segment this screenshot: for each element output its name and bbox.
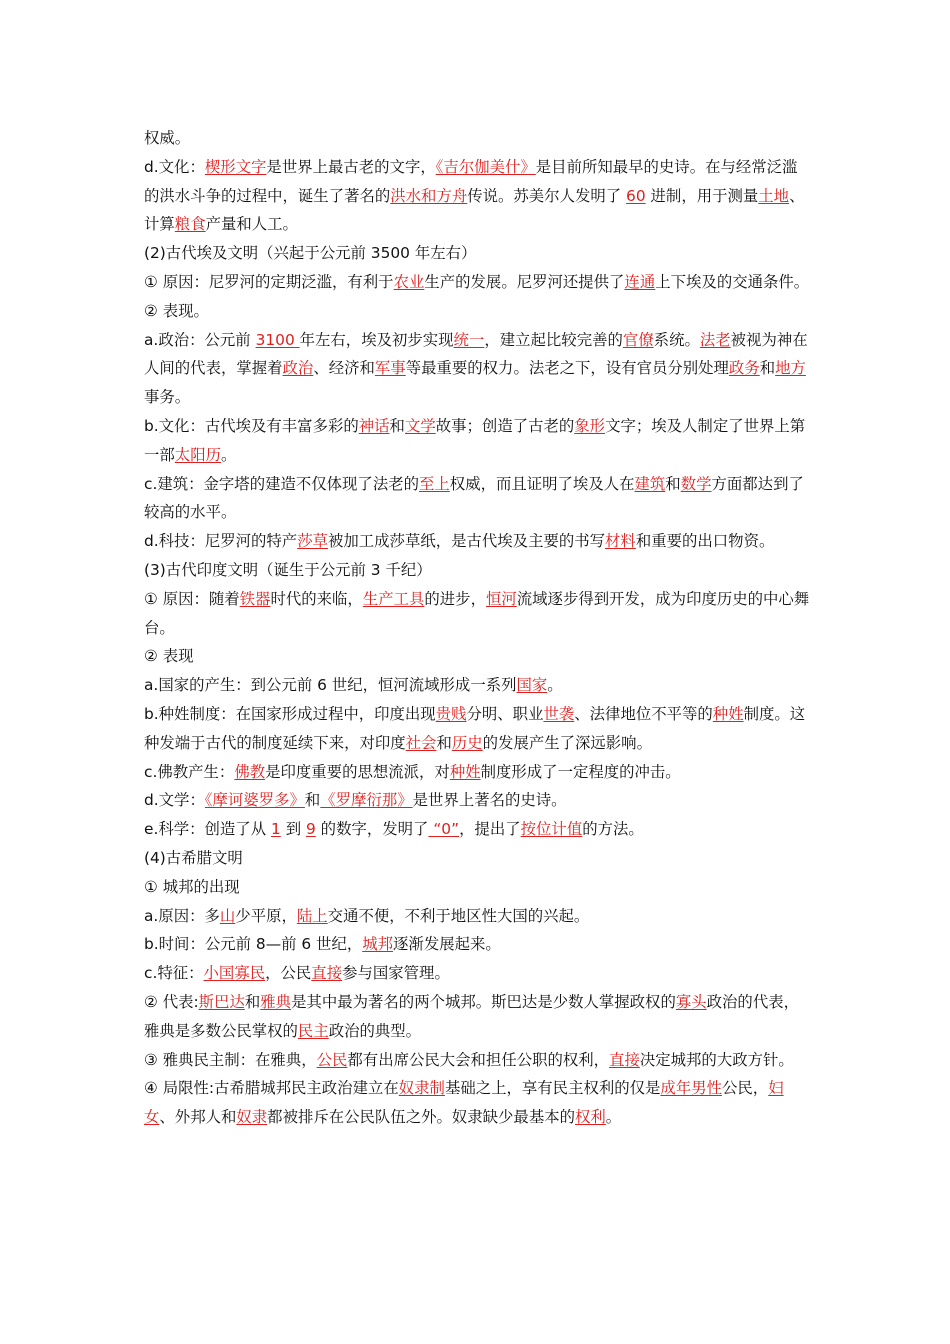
keyword-answer: 直接 [311, 964, 343, 983]
text-run: 是印度重要的思想流派，对 [265, 762, 450, 781]
keyword-answer: 《罗摩衍那》 [320, 791, 413, 810]
keyword-answer: 贵贱 [435, 704, 467, 723]
text-run: 。 [220, 445, 237, 464]
text-run: (3)古代印度文明（诞生于公元前 3 千纪） [144, 560, 432, 579]
text-run: 系统。 [653, 330, 700, 349]
keyword-answer: 官僚 [622, 330, 654, 349]
keyword-answer: 陆上 [296, 906, 328, 925]
text-run: 、计算 [144, 186, 805, 234]
text-run: b.种姓制度：在国家形成过程中，印度出现 [144, 704, 436, 723]
keyword-answer: 1 [271, 820, 281, 839]
paragraph-p12 [144, 642, 812, 671]
paragraph-p16 [144, 786, 812, 815]
paragraph-p24 [144, 1046, 812, 1075]
text-run: 、经济和 [313, 359, 375, 378]
text-run: 是世界上著名的史诗。 [412, 791, 567, 810]
keyword-answer: 民主 [297, 1021, 329, 1040]
keyword-answer: 3100 [255, 330, 300, 349]
keyword-answer: 山 [219, 906, 236, 925]
keyword-answer: 数学 [680, 474, 712, 493]
text-run: 制度形成了一定程度的冲击。 [480, 762, 681, 781]
text-run: 都有出席公民大会和担任公职的权利， [347, 1050, 610, 1069]
keyword-answer: 城邦 [362, 935, 394, 954]
keyword-answer: 雅典 [260, 992, 292, 1011]
keyword-answer: 公民 [316, 1050, 348, 1069]
text-run: 被视为神在人间的代表，掌握着 [144, 330, 808, 378]
paragraph-p9 [144, 527, 812, 556]
text-run: c.建筑：金字塔的建造不仅体现了法老的 [144, 474, 419, 493]
text-run: ，提出了 [459, 820, 521, 839]
keyword-answer: 文学 [404, 416, 436, 435]
text-run: 的数字，发明了 [315, 820, 429, 839]
keyword-answer: 世袭 [543, 704, 575, 723]
text-run: 是目前所知最早的史诗。在与经常泛滥的洪水斗争的过程中，诞生了著名的 [144, 157, 798, 205]
text-run: ，建立起比较完善的 [484, 330, 623, 349]
text-run: 政治的典型。 [328, 1021, 422, 1040]
text-run: (2)古代埃及文明（兴起于公元前 3500 年左右） [144, 244, 477, 263]
text-run: 和 [759, 359, 776, 378]
paragraph-p14 [144, 700, 812, 758]
keyword-answer: 历史 [451, 733, 483, 752]
keyword-answer: 奴隶 [236, 1108, 268, 1127]
text-run: a.政治：公元前 [144, 330, 256, 349]
keyword-answer: 生产工具 [362, 589, 425, 608]
paragraph-p15 [144, 758, 812, 787]
paragraph-p25 [144, 1074, 812, 1132]
paragraph-p1 [144, 124, 812, 153]
paragraph-p21 [144, 930, 812, 959]
paragraph-p17 [144, 815, 812, 844]
text-run: ① 原因：随着 [144, 589, 240, 608]
keyword-answer: 材料 [605, 532, 636, 551]
text-run: 都被排斥在公民队伍之外。奴隶缺少最基本的 [267, 1108, 575, 1127]
text-run: ② 表现 [144, 647, 194, 666]
keyword-answer: 农业 [393, 272, 425, 291]
keyword-answer: 楔形文字 [204, 157, 267, 176]
paragraph-p3 [144, 239, 812, 268]
text-run: 传说。苏美尔人发明了 [467, 186, 627, 205]
text-run: a.原因：多 [144, 906, 220, 925]
text-run: d.文化： [144, 157, 205, 176]
text-run: 产量和人工。 [205, 215, 298, 234]
text-run: ② 代表: [144, 992, 199, 1011]
keyword-answer: 妇女 [144, 1079, 784, 1127]
text-run: b.文化：古代埃及有丰富多彩的 [144, 416, 359, 435]
paragraph-p10 [144, 556, 812, 585]
paragraph-p20 [144, 902, 812, 931]
text-run: 文字；埃及人制定了世界上第一部 [144, 416, 806, 464]
text-run: e.科学：创造了从 [144, 820, 271, 839]
text-run: 的进步， [424, 589, 486, 608]
text-run: d.文学： [144, 791, 205, 810]
text-run: ② 表现。 [144, 301, 209, 320]
keyword-answer: 地方 [775, 359, 806, 378]
text-run: 是其中最为著名的两个城邦。斯巴达是少数人掌握政权的 [291, 992, 676, 1011]
paragraph-p6 [144, 326, 812, 412]
text-run: 。 [547, 676, 563, 695]
text-run: 、法律地位不平等的 [574, 704, 713, 723]
keyword-answer: 军事 [374, 359, 406, 378]
text-run: ④ 局限性:古希腊城邦民主政治建立在 [144, 1079, 399, 1098]
text-run: 和 [304, 791, 321, 810]
paragraph-p23 [144, 988, 812, 1046]
keyword-answer: 种姓 [449, 762, 481, 781]
text-run: 的方法。 [582, 820, 644, 839]
paragraph-p11 [144, 585, 812, 643]
keyword-answer: 小国寡民 [203, 964, 266, 983]
paragraph-p13 [144, 671, 812, 700]
text-run: 等最重要的权力。法老之下，设有官员分别处理 [405, 359, 729, 378]
text-run: 被加工成莎草纸，是古代埃及主要的书写 [327, 532, 606, 551]
text-run: ，公民 [265, 964, 312, 983]
document-body [144, 124, 812, 1132]
text-run: 权威，而且证明了埃及人在 [449, 474, 635, 493]
text-run: 交通不便，不利于地区性大国的兴起。 [327, 906, 590, 925]
paragraph-p8 [144, 470, 812, 528]
paragraph-p4 [144, 268, 812, 297]
text-run: 少平原， [235, 906, 297, 925]
text-run: 和重要的出口物资。 [635, 532, 775, 551]
keyword-answer: 政务 [728, 359, 760, 378]
keyword-answer: 9 [305, 820, 316, 839]
text-run: 基础之上，享有民主权利的仅是 [444, 1079, 661, 1098]
text-run: 流域逐步得到开发，成为印度历史的中心舞台。 [144, 589, 810, 637]
keyword-answer: 斯巴达 [198, 992, 245, 1011]
text-run: (4)古希腊文明 [144, 848, 243, 867]
text-run: 故事；创造了古老的 [435, 416, 575, 435]
keyword-answer: 奴隶制 [398, 1079, 445, 1098]
keyword-answer: 洪水和方舟 [390, 186, 468, 205]
keyword-answer: 恒河 [485, 589, 517, 608]
text-run: ① 城邦的出现 [144, 877, 240, 896]
text-run: 生产的发展。尼罗河还提供了 [424, 272, 625, 291]
text-run: 制度。这种发端于古代的制度延续下来，对印度 [144, 704, 806, 752]
keyword-answer: 佛教 [234, 762, 266, 781]
keyword-answer: 种姓 [712, 704, 744, 723]
keyword-answer: 社会 [405, 733, 437, 752]
keyword-answer: 政治 [282, 359, 314, 378]
keyword-answer: 土地 [758, 186, 790, 205]
paragraph-p22 [144, 959, 812, 988]
keyword-answer: 按位计值 [520, 820, 583, 839]
keyword-answer: 至上 [419, 474, 450, 493]
keyword-answer: 莎草 [297, 532, 328, 551]
keyword-answer: 象形 [574, 416, 606, 435]
keyword-answer: 连通 [624, 272, 656, 291]
paragraph-p7 [144, 412, 812, 470]
text-run: 和 [665, 474, 681, 493]
text-run: 参与国家管理。 [342, 964, 450, 983]
text-run: 公民， [722, 1079, 769, 1098]
text-run: d.科技：尼罗河的特产 [144, 532, 298, 551]
keyword-answer: 寡头 [675, 992, 707, 1011]
text-run: 政治的代表，雅典是多数公民掌权的 [144, 992, 799, 1040]
keyword-answer: 太阳历 [174, 445, 221, 464]
keyword-answer: 成年男性 [660, 1079, 722, 1098]
text-run: 和 [436, 733, 452, 752]
text-run: 的发展产生了深远影响。 [482, 733, 652, 752]
keyword-answer: 统一 [453, 330, 485, 349]
text-run: 和 [244, 992, 261, 1011]
paragraph-p18 [144, 844, 812, 873]
keyword-answer: 粮食 [174, 215, 206, 234]
keyword-answer: 直接 [609, 1050, 640, 1069]
text-run: b.时间：公元前 8—前 6 世纪， [144, 935, 363, 954]
text-run: 。 [605, 1108, 622, 1127]
text-run: ① 原因：尼罗河的定期泛滥，有利于 [144, 272, 394, 291]
paragraph-p2 [144, 153, 812, 239]
text-run: c.佛教产生： [144, 762, 235, 781]
keyword-answer: 《摩诃婆罗多》 [204, 791, 305, 810]
text-run: 到 [280, 820, 306, 839]
keyword-answer: 国家 [516, 676, 548, 695]
text-run: 事务。 [144, 388, 191, 407]
text-run: 权威。 [144, 129, 191, 147]
text-run: ③ 雅典民主制：在雅典， [144, 1050, 317, 1069]
keyword-answer: 法老 [699, 330, 731, 349]
text-run: 方面都达到了较高的水平。 [144, 474, 804, 522]
keyword-answer: 建筑 [634, 474, 666, 493]
paragraph-p5 [144, 297, 812, 326]
text-run: 分明、职业 [466, 704, 544, 723]
paragraph-p19 [144, 873, 812, 902]
text-run: 时代的来临， [270, 589, 363, 608]
keyword-answer: 《吉尔伽美什》 [435, 157, 536, 176]
text-run: 和 [389, 416, 405, 435]
text-run: 逐渐发展起来。 [393, 935, 501, 954]
text-run: 是世界上最古老的文字， [266, 157, 436, 176]
text-run: 决定城邦的大政方针。 [639, 1050, 794, 1069]
keyword-answer: “0” [428, 820, 460, 839]
text-run: 、外邦人和 [159, 1108, 237, 1127]
keyword-answer: 权利 [575, 1108, 606, 1127]
keyword-answer: 铁器 [239, 589, 271, 608]
text-run: 上下埃及的交通条件。 [655, 272, 810, 291]
text-run: 进制，用于测量 [645, 186, 759, 205]
text-run: a.国家的产生：到公元前 6 世纪，恒河流域形成一系列 [144, 676, 517, 695]
keyword-answer: 神话 [358, 416, 390, 435]
text-run: 年左右，埃及初步实现 [299, 330, 454, 349]
text-run: c.特征： [144, 964, 204, 983]
keyword-answer: 60 [626, 186, 646, 205]
